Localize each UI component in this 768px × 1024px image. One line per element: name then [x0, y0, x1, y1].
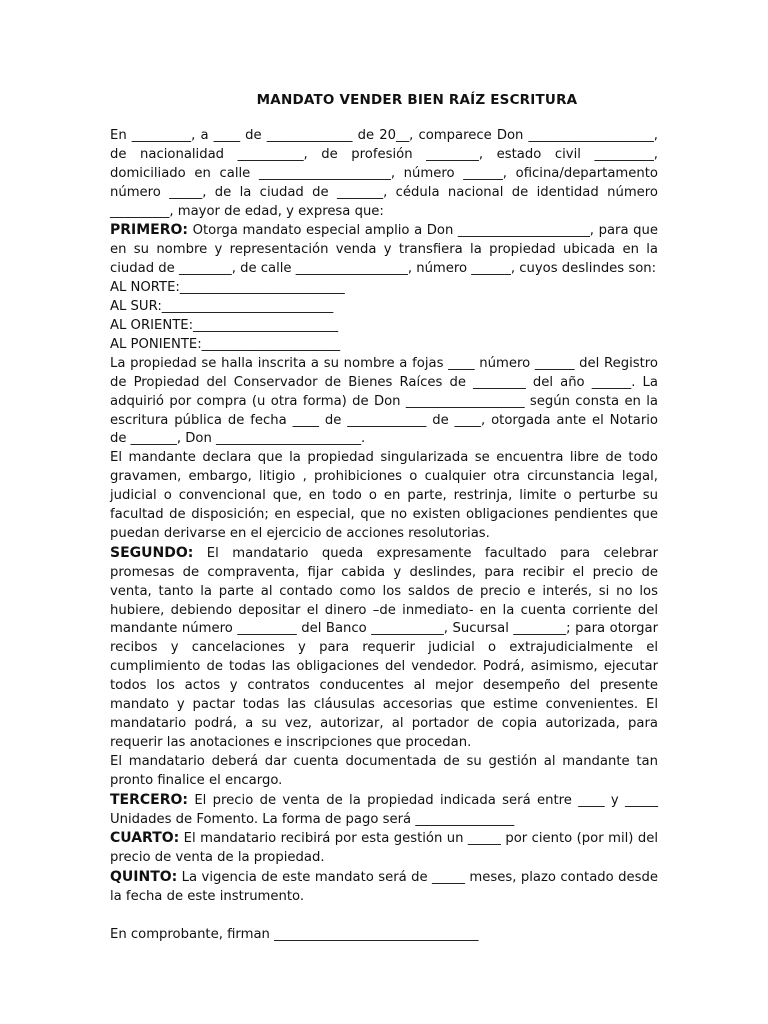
deslinde-oriente: AL ORIENTE:______________________	[110, 317, 339, 333]
document-page	[110, 91, 658, 945]
clause-segundo-text: El mandatario queda expresamente facultado para celebrar promesas de compraventa, fijar cabida y deslindes, para recibir el precio de venta, tanto la parte al contado como los saldos de precio e interés, si no los hubiere, debiendo depositar el dinero –de inmediato- en la cuenta corriente del mandante número _________ del Banco ___________, Sucursal ________; para otorgar recibos y cancelaciones y para requerir judicial o extrajudicialmente el cumplimiento de todas las obligaciones del vendedor. Podrá, asimismo, ejecutar todos los actos y contratos conducentes al mejor desempeño del presente mandato y pactar todas las cláusulas accesorias que estime convenientes. El mandatario podrá, a su vez, autorizar, al portador de copia autorizada, para requerir las anotaciones e inscripciones que procedan.	[110, 545, 658, 750]
clause-quinto-label: QUINTO:	[110, 869, 178, 886]
clause-tercero-text: El precio de venta de la propiedad indicada será entre ____ y _____ Unidades de Fomento. La forma de pago será _______________	[110, 792, 658, 827]
clause-quinto-text: La vigencia de este mandato será de _____ meses, plazo contado desde la fecha de este instrumento.	[110, 870, 658, 905]
document-title: MANDATO VENDER BIEN RAÍZ ESCRITURA	[256, 92, 578, 108]
deslindes-list	[110, 279, 658, 355]
deslinde-norte: AL NORTE:_________________________	[110, 280, 345, 296]
clause-segundo	[110, 544, 658, 753]
clause-primero	[110, 221, 658, 279]
clause-tercero-label: TERCERO:	[110, 791, 189, 808]
deslinde-poniente: AL PONIENTE:_____________________	[110, 336, 341, 352]
deslinde-sur: AL SUR:__________________________	[110, 299, 334, 315]
spacer	[110, 907, 658, 926]
inscripcion-paragraph: La propiedad se halla inscrita a su nombre a fojas ____ número ______ del Registro de Propiedad del Conservador de Bienes Raíces de ________ del año ______. La adquirió por compra (u otra forma) de Don __________________ según consta en la escritura pública de fecha ____ de ____________ de ____, otorgada ante el Notario de _______, Don ______________________.	[110, 355, 658, 447]
clause-tercero	[110, 791, 658, 830]
clause-segundo-label: SEGUNDO:	[110, 544, 194, 561]
clause-cuarto	[110, 829, 658, 868]
clause-quinto	[110, 868, 658, 907]
clause-cuarto-label: CUARTO:	[110, 830, 180, 847]
clause-primero-label: PRIMERO:	[110, 222, 189, 239]
mandante-declaration-paragraph: El mandante declara que la propiedad singularizada se encuentra libre de todo gravamen, embargo, litigio , prohibiciones o cualquier otra circunstancia legal, judicial o convencional que, en todo o en parte, restrinja, limite o perturbe su facultad de disposición; en especial, que no existen obligaciones pendientes que puedan derivarse en el ejercicio de acciones resolutorias.	[110, 450, 658, 541]
clause-cuarto-text: El mandatario recibirá por esta gestión un _____ por ciento (por mil) del precio de venta de la propiedad.	[110, 831, 658, 866]
clause-primero-text: Otorga mandato especial amplio a Don ____________________, para que en su nombre y representación venda y transfiera la propiedad ubicada en la ciudad de ________, de calle _________________, número ______, cuyos deslindes son:	[110, 223, 658, 277]
gestion-paragraph: El mandatario deberá dar cuenta documentada de su gestión al mandante tan pronto finalice el encargo.	[110, 753, 658, 788]
intro-paragraph: En _________, a ____ de _____________ de 20__, comparece Don ___________________, de nacionalidad __________, de profesión ________, estado civil _________, domiciliado en calle ____________________, número ______, oficina/departamento número _____, de la ciudad de _______, cédula nacional de identidad número _________, mayor de edad, y expresa que:	[110, 127, 658, 219]
closing-signature-line: En comprobante, firman _______________________________	[110, 927, 479, 943]
